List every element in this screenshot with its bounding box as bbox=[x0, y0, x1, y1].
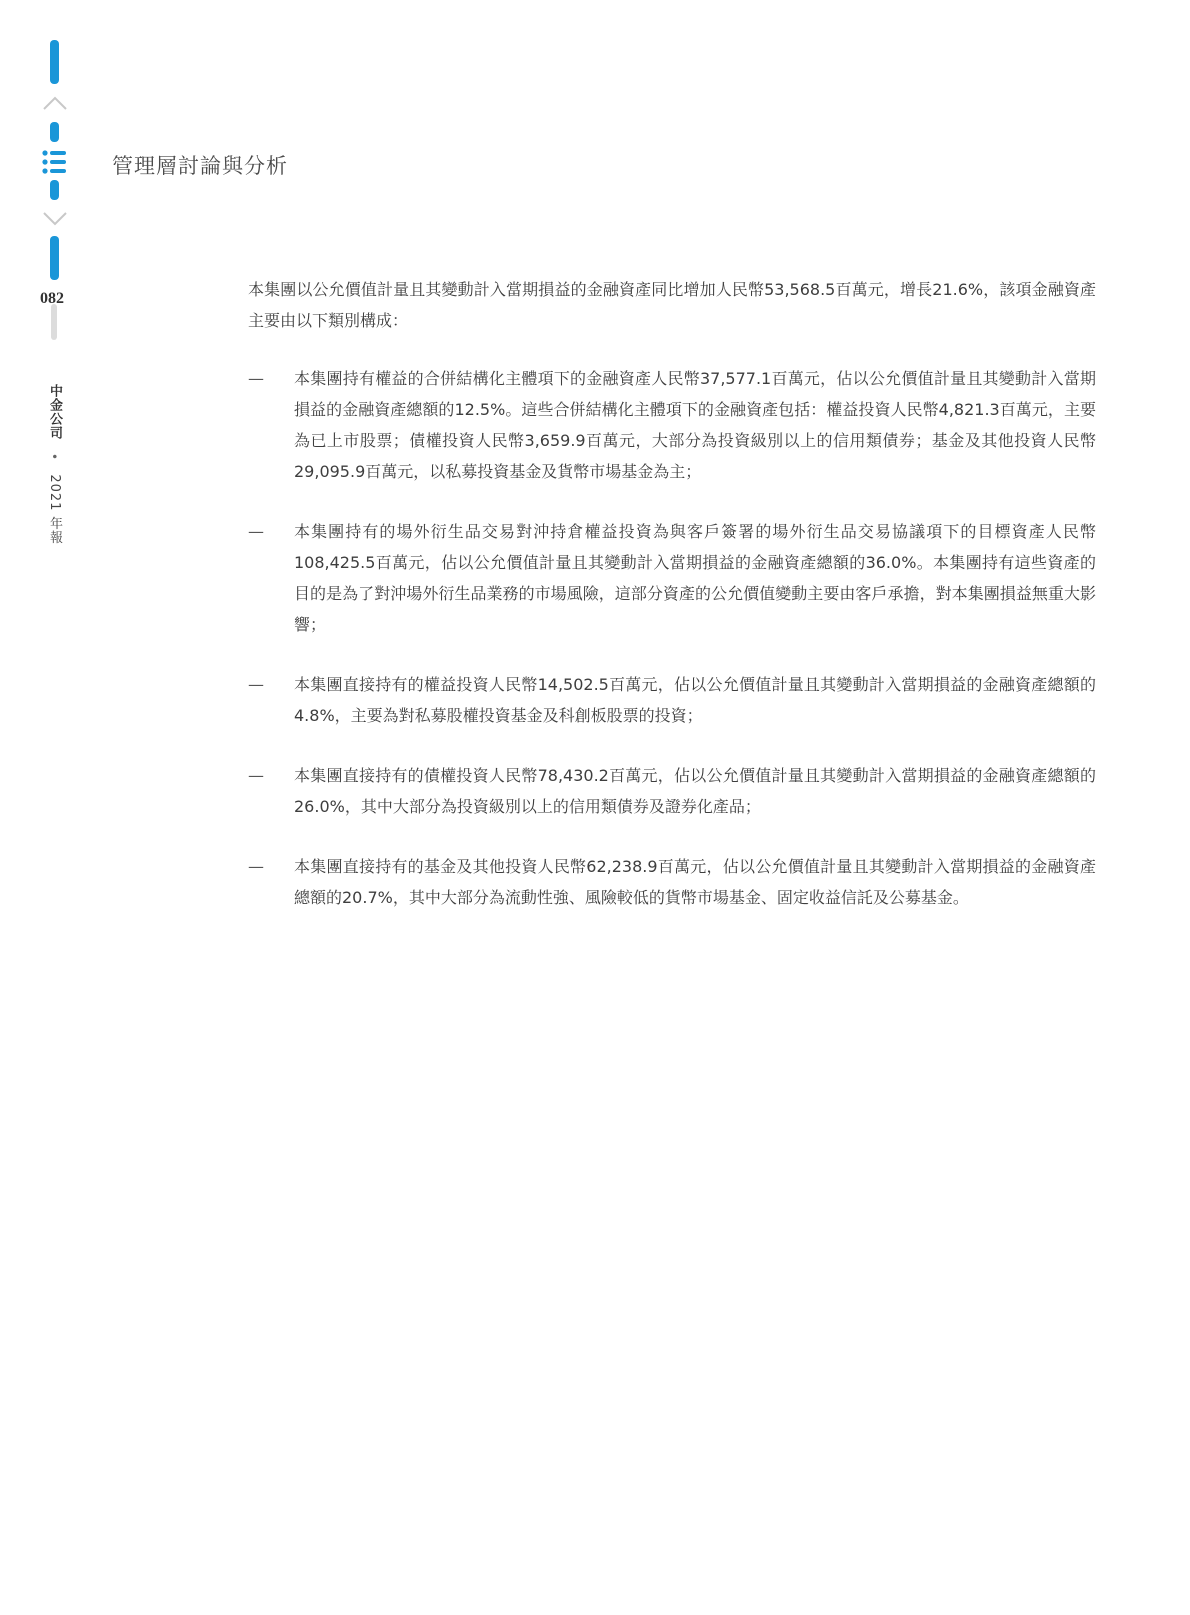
nav-bar-top bbox=[50, 40, 59, 84]
bullet-list bbox=[248, 363, 1096, 913]
bullet-marker: — bbox=[248, 766, 264, 785]
list-item-text: 本集團直接持有的權益投資人民幣14,502.5百萬元，佔以公允價值計量且其變動計入當期損益的金融資產總額的4.8%，主要為對私募股權投資基金及科創板股票的投資； bbox=[294, 675, 1096, 725]
label-separator: • bbox=[47, 453, 61, 462]
list-item bbox=[248, 760, 1096, 822]
list-item bbox=[248, 363, 1096, 487]
table-of-contents-button[interactable] bbox=[40, 147, 70, 177]
bullet-marker: — bbox=[248, 522, 264, 541]
menu-list-icon bbox=[40, 147, 70, 177]
list-item bbox=[248, 669, 1096, 731]
report-label bbox=[45, 384, 64, 545]
bullet-marker: — bbox=[248, 369, 264, 388]
list-item-text: 本集團持有權益的合併結構化主體項下的金融資產人民幣37,577.1百萬元，佔以公允價值計量且其變動計入當期損益的金融資產總額的12.5%。這些合併結構化主體項下的金融資產包括：權益投資人民幣4,821.3百萬元，主要為已上市股票；債權投資人民幣3,659.9百萬元，大部分為投資級別以上的信用類債券；基金及其他投資人民幣29,095.9百萬元，以私募投資基金及貨幣市場基金為主； bbox=[294, 369, 1096, 481]
intro-paragraph: 本集團以公允價值計量且其變動計入當期損益的金融資產同比增加人民幣53,568.5百萬元，增長21.6%，該項金融資產主要由以下類別構成： bbox=[248, 280, 1096, 330]
page-number: 082 bbox=[40, 290, 64, 307]
bullet-marker: — bbox=[248, 857, 264, 876]
nav-bar-progress-track bbox=[51, 304, 57, 340]
main-content bbox=[248, 274, 1096, 942]
chevron-up-icon bbox=[40, 92, 70, 116]
nav-bar-bottom bbox=[50, 236, 59, 280]
section-title: 管理層討論與分析 bbox=[112, 154, 288, 178]
list-item bbox=[248, 851, 1096, 913]
nav-bar-lower-middle bbox=[50, 180, 59, 200]
previous-page-button[interactable] bbox=[40, 92, 70, 116]
report-year: 2021 年報 bbox=[47, 474, 62, 545]
next-page-button[interactable] bbox=[40, 206, 70, 230]
nav-bar-upper-middle bbox=[50, 122, 59, 142]
list-item bbox=[248, 516, 1096, 640]
bullet-marker: — bbox=[248, 675, 264, 694]
list-item-text: 本集團持有的場外衍生品交易對沖持倉權益投資為與客戶簽署的場外衍生品交易協議項下的目標資產人民幣108,425.5百萬元，佔以公允價值計量且其變動計入當期損益的金融資產總額的36.0%。本集團持有這些資產的目的是為了對沖場外衍生品業務的市場風險，這部分資產的公允價值變動主要由客戶承擔，對本集團損益無重大影響； bbox=[294, 522, 1096, 634]
chevron-down-icon bbox=[40, 206, 70, 230]
list-item-text: 本集團直接持有的債權投資人民幣78,430.2百萬元，佔以公允價值計量且其變動計入當期損益的金融資產總額的26.0%，其中大部分為投資級別以上的信用類債券及證券化產品； bbox=[294, 766, 1096, 816]
list-item-text: 本集團直接持有的基金及其他投資人民幣62,238.9百萬元，佔以公允價值計量且其變動計入當期損益的金融資產總額的20.7%，其中大部分為流動性強、風險較低的貨幣市場基金、固定收益信託及公募基金。 bbox=[294, 857, 1096, 907]
company-name: 中金公司 bbox=[47, 384, 62, 440]
